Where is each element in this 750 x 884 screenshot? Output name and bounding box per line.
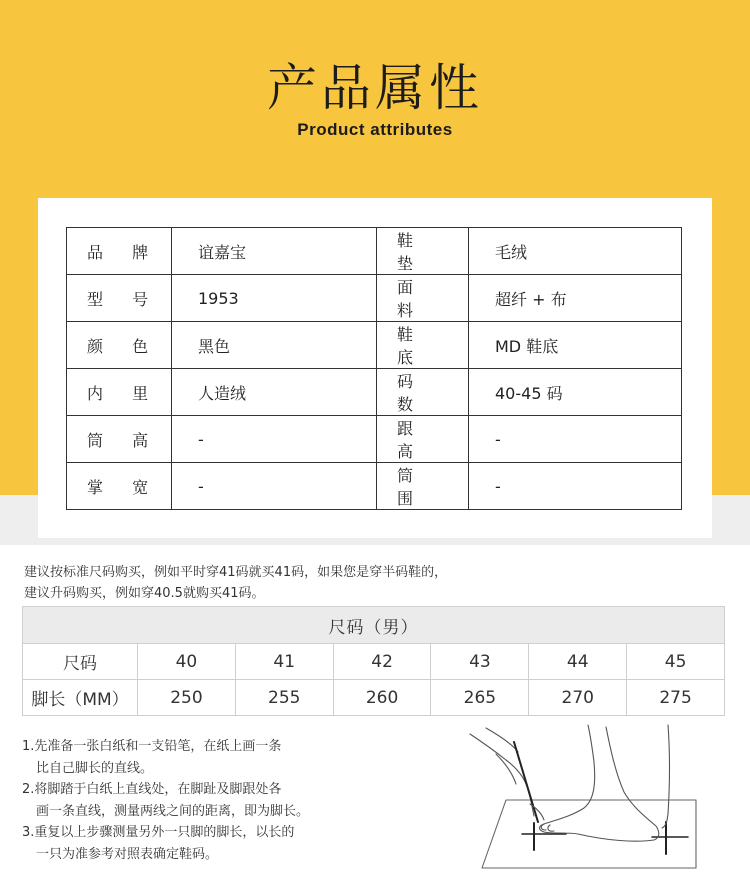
attr-key: 颜 色	[67, 322, 172, 369]
size-cell: 44	[529, 644, 627, 680]
foot-length-cell: 270	[529, 680, 627, 716]
attr-key: 鞋 垫	[377, 228, 469, 275]
foot-length-cell: 265	[431, 680, 529, 716]
attr-value: -	[172, 463, 377, 510]
size-cell: 43	[431, 644, 529, 680]
attr-value: 超纤 + 布	[469, 275, 682, 322]
attr-key: 掌 宽	[67, 463, 172, 510]
size-cell: 40	[138, 644, 236, 680]
foot-length-row	[23, 680, 725, 716]
attr-key: 型 号	[67, 275, 172, 322]
attribute-row	[67, 322, 682, 369]
attr-value: 毛绒	[469, 228, 682, 275]
instruction-line: 1.先准备一张白纸和一支铅笔，在纸上画一条	[22, 739, 282, 754]
size-chart-header-row	[23, 607, 725, 644]
page-title: 产品属性	[267, 59, 483, 117]
note-line: 建议升码购买，例如穿40.5就购买41码。	[24, 586, 265, 601]
attr-key: 内 里	[67, 369, 172, 416]
page-subtitle: Product attributes	[297, 120, 453, 139]
size-chart-table	[22, 606, 725, 716]
measuring-instructions	[22, 736, 442, 865]
leg-back	[662, 725, 670, 828]
foot-length-cell: 260	[333, 680, 431, 716]
foot-outline	[540, 725, 659, 841]
attr-key: 码 数	[377, 369, 469, 416]
instruction-line: 3.重复以上步骤测量另外一只脚的脚长，以长的	[22, 825, 295, 840]
attr-value: -	[172, 416, 377, 463]
attribute-row	[67, 275, 682, 322]
attr-value: MD 鞋底	[469, 322, 682, 369]
attr-value: 人造绒	[172, 369, 377, 416]
attr-value: -	[469, 416, 682, 463]
foot-measuring-illustration	[456, 722, 726, 878]
pencil	[514, 742, 538, 822]
attr-value: 40-45 码	[469, 369, 682, 416]
note-line: 建议按标准尺码购买，例如平时穿41码就买41码，如果您是穿半码鞋的，	[24, 565, 448, 580]
foot-length-cell: 275	[627, 680, 725, 716]
size-cell: 45	[627, 644, 725, 680]
size-row-label: 尺码	[23, 644, 138, 680]
size-advice-note	[24, 562, 724, 604]
instruction-line: 比自己脚长的直线。	[36, 760, 154, 776]
foot-length-row-label: 脚长（MM）	[23, 680, 138, 716]
instruction-line: 2.将脚踏于白纸上直线处，在脚趾及脚跟处各	[22, 782, 282, 797]
attr-key: 跟 高	[377, 416, 469, 463]
attr-key: 品 牌	[67, 228, 172, 275]
attr-value: 黑色	[172, 322, 377, 369]
size-cell: 42	[333, 644, 431, 680]
instruction-line: 画一条直线，测量两线之间的距离，即为脚长。	[36, 803, 310, 819]
attr-value: -	[469, 463, 682, 510]
foot-length-cell: 250	[138, 680, 236, 716]
attr-key: 筒 高	[67, 416, 172, 463]
paper-sheet	[482, 800, 696, 868]
size-chart-header: 尺码（男）	[23, 607, 725, 644]
attr-key: 面 料	[377, 275, 469, 322]
attr-key: 筒 围	[377, 463, 469, 510]
attribute-row	[67, 463, 682, 510]
attribute-row	[67, 416, 682, 463]
attributes-table	[66, 227, 682, 510]
attribute-row	[67, 369, 682, 416]
attr-key: 鞋 底	[377, 322, 469, 369]
size-row	[23, 644, 725, 680]
attribute-row	[67, 228, 682, 275]
instruction-line: 一只为准参考对照表确定鞋码。	[36, 846, 219, 862]
size-cell: 41	[235, 644, 333, 680]
attr-value: 1953	[172, 275, 377, 322]
foot-length-cell: 255	[235, 680, 333, 716]
attr-value: 谊嘉宝	[172, 228, 377, 275]
